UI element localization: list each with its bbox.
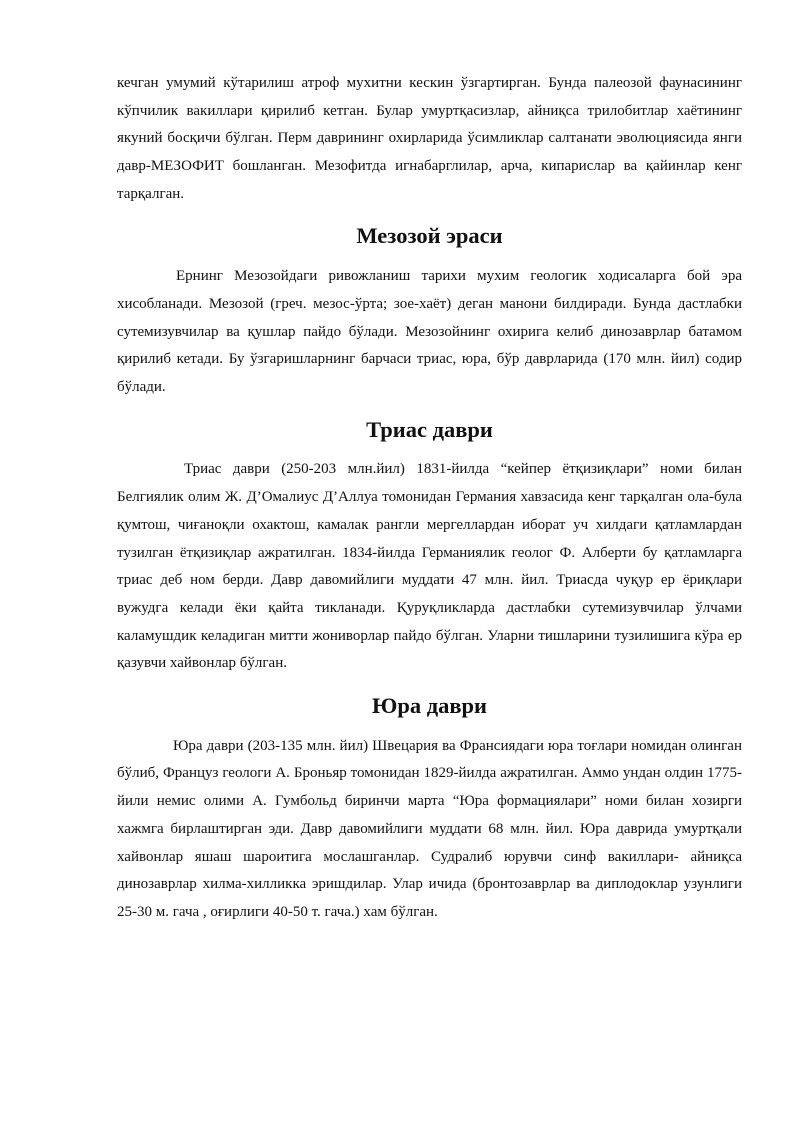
heading-mesozoic-era: Мезозой эраси <box>356 222 503 248</box>
paragraph-intro: кечган умумий кўтарилиш атроф мухитни кескин ўзгартирган. Бунда палеозой фаунасининг кўпчилик вакиллари қирилиб кетган. Булар умуртқасизлар, айниқса трилобитлар хаётининг якуний босқичи бўлган. Перм даврининг охирларида ўсимликлар салтанати эволюциясида янги давр-МЕЗОФИТ бошланган. Мезофитда игнабарглилар, арча, кипарислар ва қайинлар кенг тарқалган. <box>117 75 742 202</box>
heading-jurassic-period: Юра даври <box>372 693 487 719</box>
heading-triassic-period: Триас даври <box>366 416 493 442</box>
paragraph-jurassic: Юра даври (203-135 млн. йил) Швецария ва Франсиядаги юра тоғлари номидан олинган бўлиб, Француз геологи А. Броньяр томонидан 1829-йилда ажратилган. Аммо ундан олдин 1775-йили немис олими А. Гумбольд биринчи марта “Юра формациялари” номи билан хозирги хажмга бирлаштирган эди. Давр давомийлиги муддати 68 млн. йил. Юра даврида умуртқали хайвонлар яшаш шароитига мослашганлар. Судралиб юрувчи синф вакиллари- айниқса динозаврлар хилма-хилликка эришдилар. Улар ичида (бронтозаврлар ва диплодоклар узунлиги 25-30 м. гача , оғирлиги 40-50 т. гача.) хам бўлган. <box>117 737 742 920</box>
document-page <box>117 70 742 927</box>
paragraph-mesozoic: Ернинг Мезозойдаги ривожланиш тарихи мухим геологик ходисаларга бой эра хисобланади. Мезозой (греч. мезос-ўрта; зое-хаёт) деган манони билдиради. Бунда дастлабки сутемизувчилар ва қушлар пайдо бўлади. Мезозойнинг охирига келиб динозаврлар батамом қирилиб кетади. Бу ўзгаришларнинг барчаси триас, юра, бўр даврларида (170 млн. йил) содир бўлади. <box>117 268 742 396</box>
paragraph-triassic: Триас даври (250-203 млн.йил) 1831-йилда “кейпер ётқизиқлари” номи билан Белгиялик олим Ж. Д’Омалиус Д’Аллуа томонидан Германия хавзасида кенг тарқалган ола-була қумтош, чиғаноқли охактош, камалак рангли мергеллардан иборат уч хилдаги қатламлардан тузилган ётқизиқлар ажратилган. 1834-йилда Германиялик геолог Ф. Алберти бу қатламларга триас деб ном берди. Давр давомийлиги муддати 47 млн. йил. Триасда чуқур ер ёриқлари вужудга келади ёки қайта тикланади. Қуруқликларда дастлабки сутемизувчилар ўлчами каламушдик келадиган митти жониворлар пайдо бўлган. Уларни тишларини тузилишига кўра ер қазувчи хайвонлар бўлган. <box>117 461 742 672</box>
